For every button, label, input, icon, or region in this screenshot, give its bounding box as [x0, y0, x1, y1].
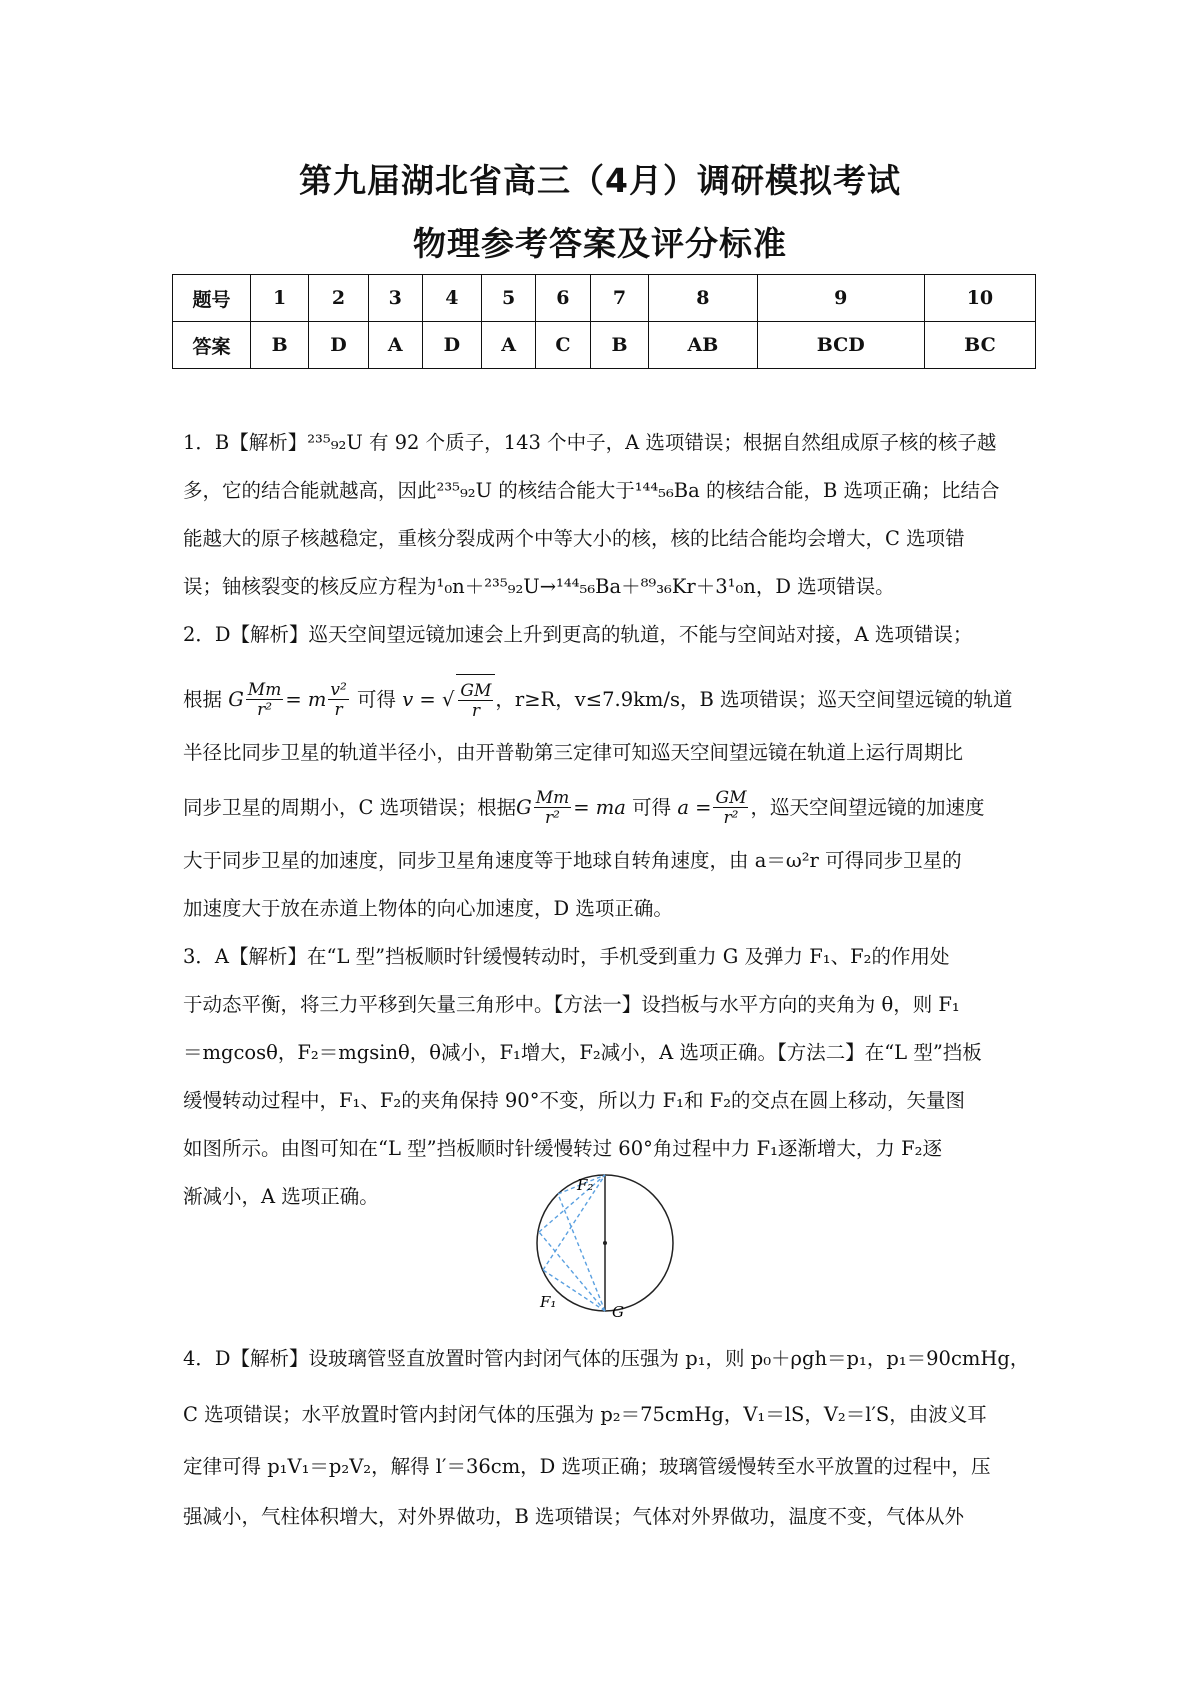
q1-line: 能越大的原子核越稳定，重核分裂成两个中等大小的核，核的比结合能均会增大，C 选项错 [183, 527, 965, 550]
q4-line: 强减小，气柱体积增大，对外界做功，B 选项错误；气体对外界做功，温度不变，气体从外 [183, 1505, 965, 1528]
f2-vector-a [543, 1175, 605, 1270]
formula-a: a = [677, 796, 712, 819]
q3-line: 于动态平衡，将三力平移到矢量三角形中。【方法一】设挡板与水平方向的夹角为 θ，则 F₁ [183, 993, 960, 1016]
question-number: 8 [649, 275, 758, 322]
answer-cell: AB [649, 322, 758, 369]
circle-center [603, 1241, 607, 1245]
fraction-v2-r: $\frac{\text{v²}}{r}$ [330, 680, 347, 720]
formula-eq: = ma [573, 796, 626, 819]
answer-row [173, 322, 1036, 369]
number-row [173, 275, 1036, 322]
q2-line: 2．D【解析】巡天空间望远镜加速会上升到更高的轨道，不能与空间站对接，A 选项错误； [183, 623, 973, 646]
formula-g: G [228, 688, 244, 711]
q2-text: ，巡天空间望远镜的加速度 [750, 796, 985, 819]
label-f1: F₁ [540, 1293, 557, 1311]
question-number: 10 [924, 275, 1035, 322]
q2-line: 半径比同步卫星的轨道半径小，由开普勒第三定律可知巡天空间望远镜在轨道上运行周期比 [183, 741, 964, 764]
question-number: 5 [482, 275, 536, 322]
q2-line: 大于同步卫星的加速度，同步卫星角速度等于地球自转角速度，由 a＝ω²r 可得同步卫星的 [183, 849, 962, 872]
answer-table [172, 274, 1036, 369]
question-number: 1 [251, 275, 309, 322]
q2-formula-line: 根据 G $\frac{Mm}{\text{r²}}$ = m $\frac{\text{v²}}{r}$ 可得 v = √ $\frac{GM}{r}$ ，r≥R，v≤7.9km/s，B 选项错误；巡天空间望远镜的轨道 [183, 674, 1023, 727]
q2-text: 同步卫星的周期小，C 选项错误；根据 [183, 796, 517, 819]
document-subtitle: 物理参考答案及评分标准 [413, 224, 787, 263]
answer-cell: D [422, 322, 482, 369]
vector-circle-diagram [530, 1170, 680, 1320]
answer-cell: A [368, 322, 422, 369]
question-number: 7 [590, 275, 648, 322]
q3-line: 3．A【解析】在“L 型”挡板顺时针缓慢转动时，手机受到重力 G 及弹力 F₁、F₂的作用处 [183, 945, 950, 968]
q2-text: 可得 [356, 688, 396, 711]
q2-text: ，r≥R，v≤7.9km/s，B 选项错误；巡天空间望远镜的轨道 [495, 688, 1013, 711]
q3-line: 渐减小，A 选项正确。 [183, 1185, 379, 1208]
formula-g: G [516, 796, 532, 819]
answer-cell: BC [924, 322, 1035, 369]
fraction-mm-r2: $\frac{Mm}{\text{r²}}$ [247, 680, 282, 720]
formula-v: v = [402, 688, 436, 711]
f1-vector-b [558, 1194, 605, 1311]
answer-cell: C [535, 322, 590, 369]
q3-line: 缓慢转动过程中，F₁、F₂的夹角保持 90°不变，所以力 F₁和 F₂的交点在圆上移动，矢量图 [183, 1089, 966, 1112]
q1-line: 1．B【解析】²³⁵₉₂U 有 92 个质子，143 个中子，A 选项错误；根据自然组成原子核的核子越 [183, 431, 997, 454]
label-f2: F₂ [577, 1176, 594, 1194]
sqrt-gm-r: $\frac{GM}{r}$ [456, 674, 495, 727]
q2-formula-line [183, 782, 1023, 834]
formula-eq: = m [285, 688, 327, 711]
answer-cell: BCD [757, 322, 924, 369]
question-number: 3 [368, 275, 422, 322]
document-title: 第九届湖北省高三（4月）调研模拟考试 [299, 161, 901, 200]
question-number: 2 [309, 275, 369, 322]
label-g: G [612, 1303, 624, 1320]
q4-line: 4．D【解析】设玻璃管竖直放置时管内封闭气体的压强为 p₁，则 p₀＋ρgh＝p₁，p₁＝90cmHg， [183, 1347, 1030, 1370]
answer-cell: D [309, 322, 369, 369]
q4-line: 定律可得 p₁V₁＝p₂V₂，解得 l′＝36cm，D 选项正确；玻璃管缓慢转至水平放置的过程中，压 [183, 1455, 991, 1478]
fraction-gm-r2: $\frac{GM}{\text{r²}}$ [715, 788, 747, 828]
row-header-number: 题号 [173, 275, 251, 322]
question-number: 6 [535, 275, 590, 322]
row-header-answer: 答案 [173, 322, 251, 369]
fraction-mm-r2: $\frac{Mm}{\text{r²}}$ [535, 788, 570, 828]
question-number: 9 [757, 275, 924, 322]
q2-text: 可得 [632, 796, 672, 819]
q3-line: 如图所示。由图可知在“L 型”挡板顺时针缓慢转过 60°角过程中力 F₁逐渐增大，力 F₂逐 [183, 1137, 942, 1160]
q1-line: 多，它的结合能就越高，因此²³⁵₉₂U 的核结合能大于¹⁴⁴₅₆Ba 的核结合能，B 选项正确；比结合 [183, 479, 1000, 502]
q3-line: ＝mgcosθ，F₂＝mgsinθ，θ减小，F₁增大，F₂减小，A 选项正确。【方法二】在“L 型”挡板 [183, 1041, 982, 1064]
q2-text: 根据 [183, 688, 223, 711]
q2-line: 加速度大于放在赤道上物体的向心加速度，D 选项正确。 [183, 897, 673, 920]
question-number: 4 [422, 275, 482, 322]
answer-cell: B [590, 322, 648, 369]
answer-cell: B [251, 322, 309, 369]
q1-line: 误；铀核裂变的核反应方程为¹₀n＋²³⁵₉₂U→¹⁴⁴₅₆Ba＋⁸⁹₃₆Kr＋3¹₀n，D 选项错误。 [183, 575, 895, 598]
q4-line: C 选项错误；水平放置时管内封闭气体的压强为 p₂＝75cmHg，V₁＝lS，V₂＝l′S，由波义耳 [183, 1403, 987, 1426]
answer-cell: A [482, 322, 536, 369]
